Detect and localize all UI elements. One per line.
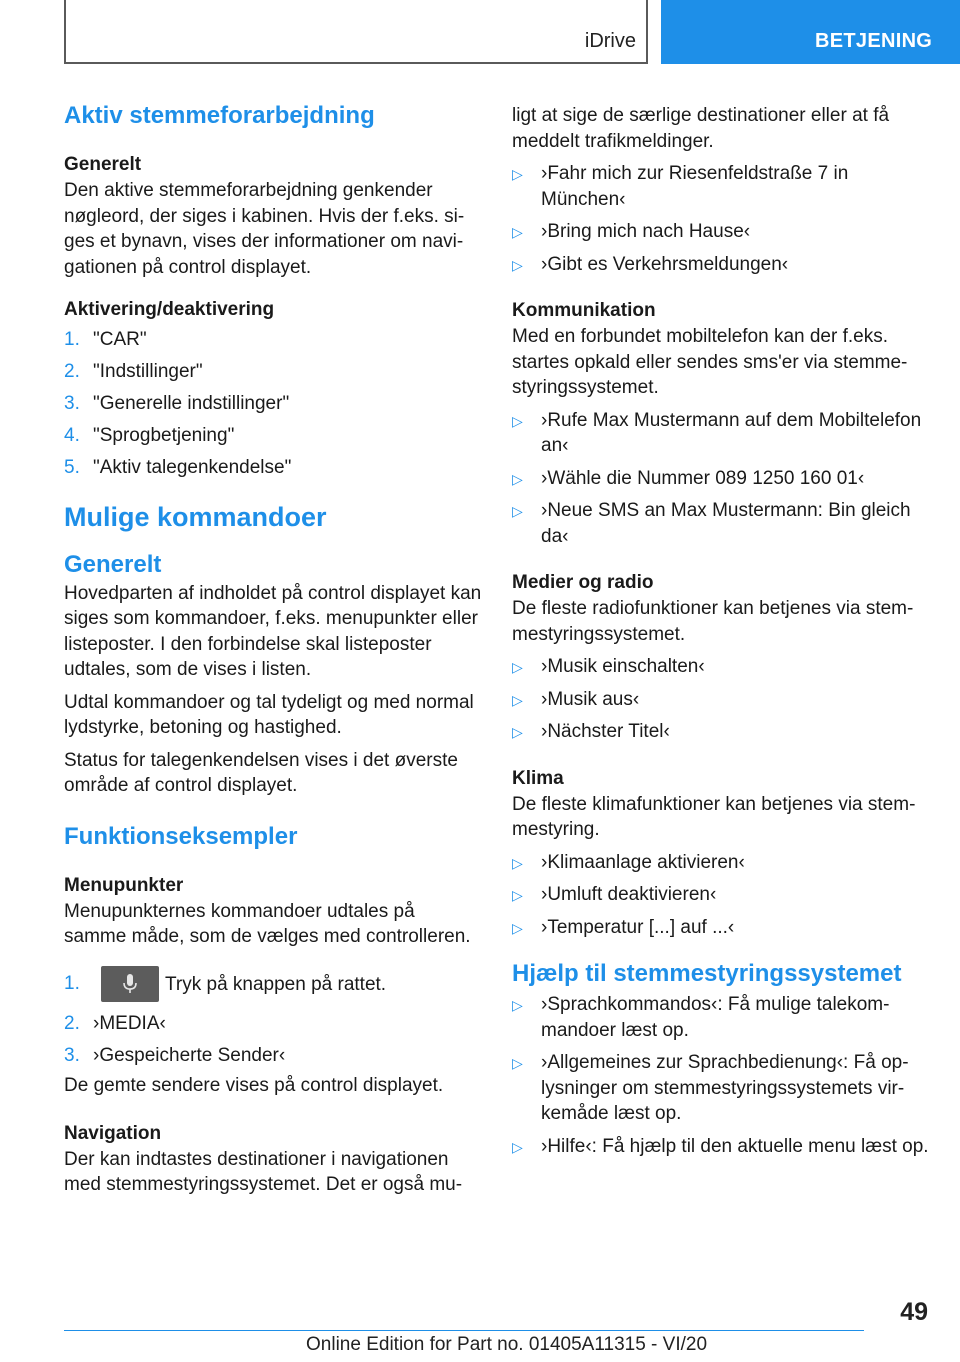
- subheading-navigation: Navigation: [64, 1122, 162, 1144]
- list-item: 5. "Aktiv talegenkendelse": [64, 457, 292, 478]
- list-item: ▷ ›Bring mich nach Hause‹: [512, 219, 930, 245]
- right-column: [512, 103, 930, 1159]
- activation-steps: [64, 327, 482, 481]
- paragraph: De fleste klimafunktioner kan betjenes via stem-mestyring.: [512, 793, 916, 840]
- list-item: ▷ ›Allgemeines zur Sprachbedienung‹: Få op-lysninger om stemmestyringssystemets vir-kemåde læst op.: [512, 1052, 909, 1124]
- left-column: [64, 100, 482, 1198]
- bullet-icon: ▷: [512, 1055, 523, 1071]
- heading-general: Generelt: [64, 550, 162, 578]
- section-title-voice-help: Hjælp til stemmestyringssystemet: [512, 960, 902, 987]
- list-item: 3. ›Gespeicherte Sender‹: [64, 1044, 286, 1066]
- subheading-general: Generelt: [64, 154, 142, 175]
- list-item: ▷ ›Klimaanlage aktivieren‹: [512, 850, 930, 876]
- list-item: ▷ ›Umluft deaktivieren‹: [512, 882, 930, 908]
- bullet-icon: ▷: [512, 1138, 523, 1155]
- paragraph: Menupunkternes kommandoer udtales på samme måde, som de vælges med controlleren.: [64, 900, 471, 947]
- bullet-icon: ▷: [512, 224, 523, 240]
- list-item: 2. "Indstillinger": [64, 361, 203, 382]
- subheading-activation: Aktivering/deaktivering: [64, 299, 275, 320]
- list-item: 4. "Sprogbetjening": [64, 425, 235, 446]
- list-item: 1. "CAR": [64, 329, 147, 350]
- list-item: ▷ ›Musik aus‹: [512, 687, 930, 713]
- subheading-media-radio: Medier og radio: [512, 572, 654, 593]
- bullet-icon: ▷: [512, 854, 523, 871]
- climate-commands: [512, 850, 930, 941]
- list-item: ▷ ›Sprachkommandos‹: Få mulige talekom-mandoer læst op.: [512, 994, 890, 1041]
- header-section-label: iDrive: [584, 30, 636, 52]
- bullet-icon: ▷: [512, 503, 523, 519]
- section-title-possible-commands: Mulige kommandoer: [64, 501, 327, 532]
- list-item: ▷ ›Musik einschalten‹: [512, 654, 930, 680]
- paragraph: Den aktive stemmeforarbejdning genkender nøgleord, der siges i kabinen. Hvis der f.eks. si-ges et bynavn, vises der informationer om navi-gationen på control displayet.: [64, 180, 465, 278]
- menu-steps: [64, 966, 482, 1069]
- section-title-function-examples: Funktionseksempler: [64, 822, 298, 850]
- bullet-icon: ▷: [512, 997, 523, 1013]
- bullet-icon: ▷: [512, 887, 523, 903]
- list-item: ▷ ›Hilfe‹: Få hjælp til den aktuelle menu læst op.: [512, 1134, 930, 1160]
- section-title-active-voice: Aktiv stemmeforarbejdning: [64, 102, 375, 129]
- bullet-icon: ▷: [512, 724, 523, 740]
- bullet-icon: ▷: [512, 691, 523, 708]
- list-item: ▷ ›Wähle die Nummer 089 1250 160 01‹: [512, 466, 930, 492]
- paragraph: Hovedparten af indholdet på control displayet kan siges som kommandoer, f.eks. menupunkter eller listeposter. I den forbindelse skal listeposter udtales, som de vises i listen.: [64, 582, 482, 680]
- header-chapter-tab[interactable]: BETJENING: [661, 0, 960, 64]
- bullet-icon: ▷: [512, 166, 523, 182]
- paragraph: Der kan indtastes destinationer i navigationen med stemmestyringssystemet. Det er også mu-: [64, 1148, 463, 1195]
- list-item: ▷ ›Nächster Titel‹: [512, 719, 930, 745]
- paragraph: Udtal kommandoer og tal tydeligt og med normal lydstyrke, betoning og hastighed.: [64, 691, 474, 738]
- voice-button-icon: [101, 966, 159, 1002]
- communication-commands: [512, 408, 930, 550]
- bullet-icon: ▷: [512, 470, 523, 487]
- list-item: ▷ ›Gibt es Verkehrsmeldungen‹: [512, 252, 930, 278]
- list-item: ▷ ›Neue SMS an Max Mustermann: Bin gleich da‹: [512, 500, 911, 547]
- subheading-menu-items: Menupunkter: [64, 874, 184, 896]
- footer-edition: Online Edition for Part no. 01405A11315 - VI/20: [306, 1334, 708, 1355]
- list-item: 3. "Generelle indstillinger": [64, 393, 290, 414]
- bullet-icon: ▷: [512, 412, 523, 429]
- navigation-commands: [512, 161, 930, 277]
- bullet-icon: ▷: [512, 659, 523, 675]
- list-item: 1. Tryk på knappen på rattet.: [64, 966, 482, 1003]
- footer-divider: [64, 1330, 864, 1331]
- list-item: 2. ›MEDIA‹: [64, 1012, 166, 1034]
- bullet-icon: ▷: [512, 256, 523, 273]
- help-commands: [512, 992, 930, 1159]
- list-item: ▷ ›Fahr mich zur Riesenfeldstraße 7 in München‹: [512, 163, 849, 210]
- paragraph: ligt at sige de særlige destinationer eller at få meddelt trafikmeldinger.: [512, 105, 890, 152]
- subheading-communication: Kommunikation: [512, 300, 656, 321]
- paragraph: De gemte sendere vises på control displayet.: [64, 1075, 444, 1096]
- subheading-climate: Klima: [512, 767, 564, 789]
- microphone-icon: [123, 974, 137, 994]
- list-item: ▷ ›Rufe Max Mustermann auf dem Mobiltelefon an‹: [512, 409, 922, 456]
- list-item: ▷ ›Temperatur [...] auf ...‹: [512, 915, 930, 941]
- page-number: 49: [900, 1298, 928, 1326]
- paragraph: Med en forbundet mobiltelefon kan der f.eks. startes opkald eller sendes sms'er via stemme-styringssystemet.: [512, 326, 908, 398]
- bullet-icon: ▷: [512, 919, 523, 936]
- media-commands: [512, 654, 930, 745]
- paragraph: Status for talegenkendelsen vises i det øverste område af control displayet.: [64, 749, 458, 796]
- paragraph: De fleste radiofunktioner kan betjenes via stem-mestyringssystemet.: [512, 598, 914, 645]
- header-frame: [64, 0, 648, 64]
